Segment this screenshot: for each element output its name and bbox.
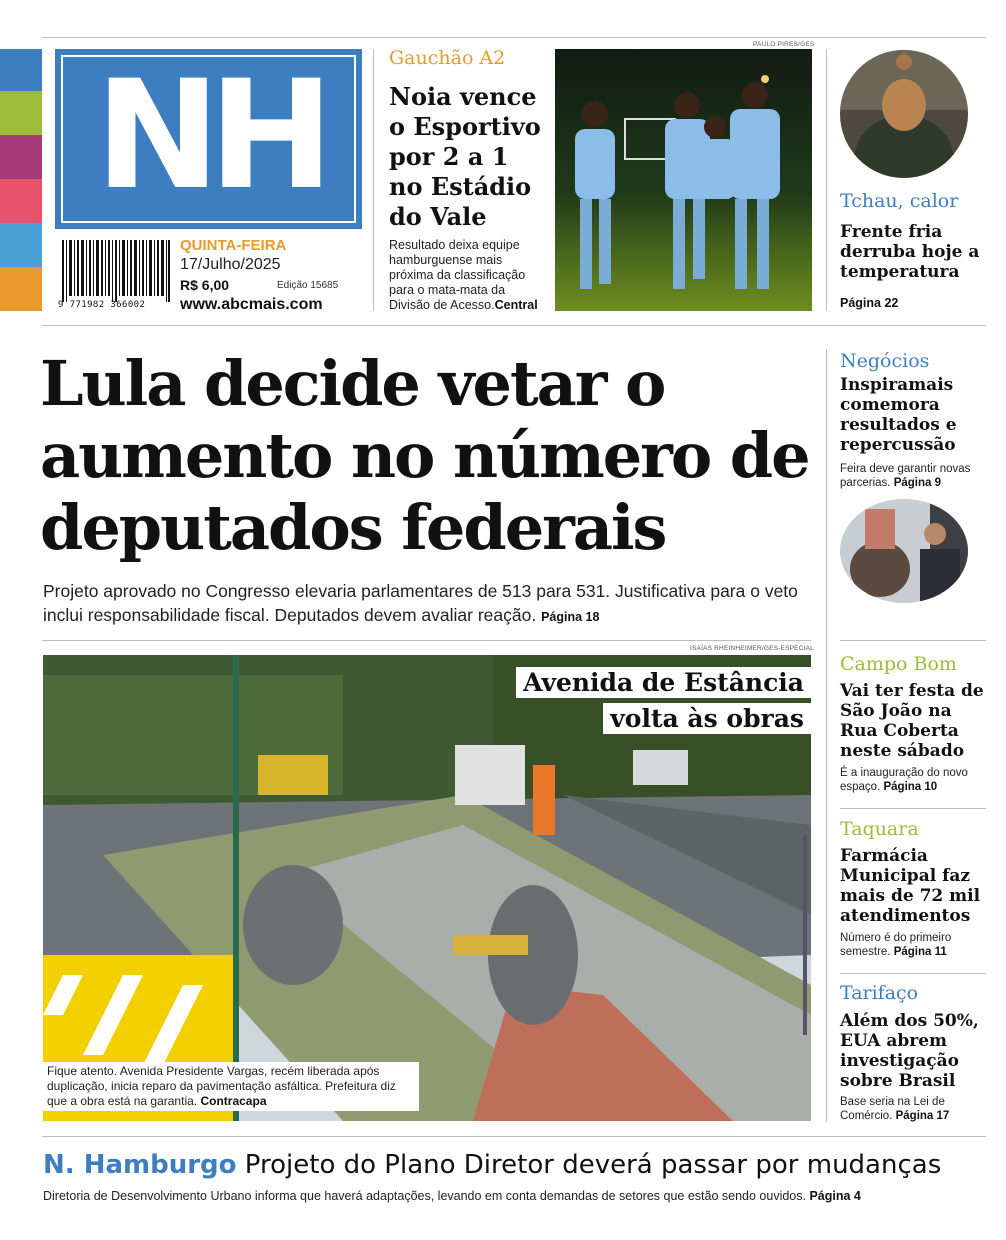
sport-summary-text: Resultado deixa equipe hamburguense mais próxima da classificação para o mata-mata da Divisão de Acesso. [389, 238, 526, 312]
bottom-story-summary-text: Diretoria de Desenvolvimento Urbano informa que haverá adaptações, levando em conta demandas de setores que estão sendo ouvidos. [43, 1189, 806, 1203]
photo-page-ref[interactable]: Contracapa [200, 1094, 267, 1108]
website-link[interactable]: www.abcmais.com [180, 296, 323, 313]
sidebar-page-ref[interactable]: Página 10 [883, 781, 938, 793]
main-summary-text: Projeto aprovado no Congresso elevaria parlamentares de 513 para 531. Justificativa para o veto inclui responsabilidade fiscal. Deputados devem avaliar reação. [43, 581, 798, 625]
sidebar-headline-negocios[interactable]: Inspiramais comemora resultados e repercussão [840, 375, 957, 455]
color-stripe-orange [0, 267, 42, 311]
sidebar-headline-campo-bom[interactable]: Vai ter festa de São João na Rua Coberta neste sábado [840, 681, 984, 761]
sidebar-headline-tarifaco[interactable]: Além dos 50%, EUA abrem investigação sobre Brasil [840, 1011, 979, 1091]
photo-banner-line-1: Avenida de Estância [516, 667, 811, 698]
sidebar-kicker-negocios: Negócios [840, 350, 930, 372]
avenue-photo[interactable] [43, 655, 811, 1121]
sidebar-headline-taquara[interactable]: Farmácia Municipal faz mais de 72 mil atendimentos [840, 846, 981, 926]
sidebar-summary-negocios [840, 462, 988, 490]
color-stripe-purple [0, 135, 42, 179]
sidebar-summary-text: Feira deve garantir novas parcerias. [840, 463, 971, 489]
divider [373, 49, 374, 311]
photo-caption-text: Fique atento. Avenida Presidente Vargas, recém liberada após duplicação, inicia reparo da pavimentação asfáltica. Prefeitura diz que a obra está na garantia. [47, 1064, 396, 1108]
barcode [62, 240, 170, 302]
sidebar-page-ref[interactable]: Página 11 [893, 946, 947, 958]
sport-summary [389, 238, 549, 313]
section-rule [840, 640, 986, 641]
edition-number: Edição 15685 [277, 280, 339, 291]
section-rule [42, 325, 986, 326]
main-photo-credit: ISAÍAS RHEINHEIMER/GES-ESPECIAL [690, 645, 814, 652]
sidebar-kicker-tarifaco: Tarifaço [840, 982, 919, 1004]
main-page-ref[interactable]: Página 18 [541, 610, 600, 624]
bottom-story-summary [43, 1189, 861, 1203]
football-photo[interactable] [555, 49, 812, 311]
sidebar-page-ref[interactable]: Página 9 [893, 477, 942, 489]
nh-logo[interactable] [55, 49, 362, 229]
weather-headline[interactable]: Frente fria derruba hoje a temperatura [840, 222, 980, 282]
divider [826, 49, 827, 311]
sidebar-page-ref[interactable]: Página 17 [895, 1110, 950, 1122]
issue-date: 17/Julho/2025 [180, 256, 281, 273]
bottom-story-headline[interactable] [43, 1150, 941, 1180]
sidebar-summary-text: Base seria na Lei de Comércio. [840, 1096, 945, 1122]
bottom-story-page-ref[interactable]: Página 4 [809, 1189, 861, 1203]
main-summary [43, 579, 823, 629]
sport-headline[interactable]: Noia vence o Esportivo por 2 a 1 no Estádio do Vale [389, 82, 541, 231]
section-rule [840, 808, 986, 809]
bottom-story-headline-text: Projeto do Plano Diretor deverá passar por mudanças [244, 1150, 942, 1180]
divider [826, 349, 827, 1122]
photo-banner-line-2: volta às obras [603, 703, 811, 734]
barcode-number: 9 771982 366002 [58, 300, 146, 310]
color-stripe-green [0, 91, 42, 135]
sidebar-summary-text: É a inauguração do novo espaço. [840, 767, 968, 793]
sidebar-summary-taquara [840, 931, 980, 959]
sidebar-kicker-campo-bom: Campo Bom [840, 653, 957, 675]
price: R$ 6,00 [180, 277, 230, 293]
main-headline[interactable]: Lula decide vetar o aumento no número de deputados federais [40, 347, 809, 564]
sidebar-kicker-taquara: Taquara [840, 818, 919, 840]
weather-photo[interactable] [840, 50, 968, 178]
weekday: QUINTA-FEIRA [180, 237, 287, 254]
sidebar-summary-campo-bom [840, 766, 980, 794]
photo-caption [43, 1062, 419, 1111]
section-rule [42, 640, 811, 641]
color-stripe-pink [0, 179, 42, 223]
weather-page-ref[interactable]: Página 22 [840, 296, 899, 310]
section-rule [42, 1136, 986, 1137]
bottom-story-kicker: N. Hamburgo [43, 1150, 237, 1180]
sport-kicker: Gauchão A2 [389, 47, 506, 69]
sport-page-ref[interactable]: Central [494, 298, 538, 312]
negocios-photo[interactable] [840, 499, 968, 603]
logo-text: NH [94, 49, 323, 223]
top-rule [42, 37, 986, 38]
weather-kicker: Tchau, calor [840, 190, 959, 212]
sport-photo-credit: PAULO PIRES/GES [753, 41, 815, 48]
sidebar-summary-tarifaco [840, 1095, 980, 1123]
color-stripe-blue [0, 49, 42, 91]
color-stripe-lightblue [0, 223, 42, 267]
sidebar-summary-text: Número é do primeiro semestre. [840, 932, 952, 958]
section-rule [840, 973, 986, 974]
